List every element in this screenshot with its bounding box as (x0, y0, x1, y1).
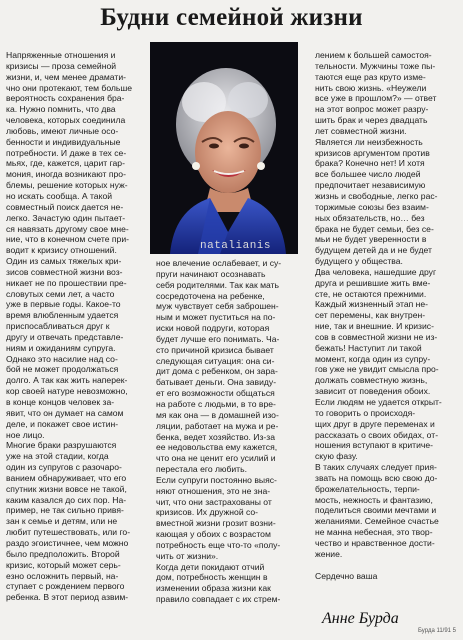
page-folio: Бурда 11/91 5 (418, 628, 457, 634)
article-column-2: ное влечение ослабевает, и су- пруги начинают осознавать себя родителями. Так как мать сосредоточена на ребенке, муж чувствует себя заброшен- ным и может пуститься на по- иски новой подруги, которая будет лучше его понимать. Ча- сто причиной кризиса бывает следующая ситуация: она си- дит дома с ребенком, он зара- батывает деньги. Она завиду- ет его возможности общаться на работе с людьми, в то вре- мя как она — в домашней изо- ляции, работает на мужа и ре- бенка, ведет хозяйство. Из-за ее недовольства ему кажется, что она не ценит его усилий и перестала его любить. Если супруги постоянно выяс- няют отношения, это не зна- чит, что они застрахованы от кризисов. Их дружной со- вместной жизни грозит возни- кающая у обоих с возрастом потребность еще что-то «полу- чить от жизни». Когда дети покидают отчий дом, потребность женщин в изменении образа жизни как правило совпадает с их стрем- (156, 258, 282, 605)
portrait-image (150, 42, 298, 254)
portrait-photo (150, 42, 298, 254)
article-column-3: лением к большей самостоя- тельности. Мужчины тоже пы- таются еще раз круто изме- нить свою жизнь. «Неужели все уже в прошлом?» — ответ на этот вопрос может разру- шить брак и через двадцать лет совместной жизни. Является ли неизбежность кризисов аргументом против брака? Конечно нет! И хотя все большее число людей предпочитает независимую жизнь и свободные, легко рас- торжимые союзы без взаим- ных обязательств, но… без брака не будет семьи, без се- мьи не будет уверенности в будущем детей да и не будет будущего у общества. Два человека, нашедшие друг друга и решившие жить вме- сте, не остаются прежними. Каждый жизненный этап не- сет перемены, как внутрен- ние, так и внешние. И кризис- сов в совместной жизни не из- бежать! Наступит ли такой момент, когда один из супру- гов уже не увидит смысла про- должать совместную жизнь, зависит от поведения обоих. Если людям не удается открыт- то говорить о происходя- щих друг в друге переменах и рассказать о своих обидах, от- ношения вступают в критиче- скую фазу. В таких случаях следует прия- звать на помощь всю свою до- брожелательность, терпи- мость, нежность и фантазию, поделиться своими мечтами и желаниями. Семейное счастье не манна небесная, это твор- чество и нравственное дости- жение. Сердечно ваша (315, 50, 442, 581)
watermark: natalianis (200, 240, 272, 252)
article-column-1: Напряженные отношения и кризисы — проза семейной жизни, и, чем менее драмати- чно они протекают, тем больше вероятность сохранения бра- ка. Нужно помнить, что два человека, которых соединила любовь, имеют личные осо- бенности и индивидуальные потребности. И даже в тех се- мьях, где, кажется, царит гар- мония, иногда возникают про- блемы, решение которых нуж- но искать сообща. А такой совместный поиск дается не- легко. Зачастую один пытает- ся навязать другому свое мне- ние, что в конечном счете при- водит к кризису отношений. Один из самых тяжелых кри- зисов совместной жизни воз- никает не по прошествии пре- словутых семи лет, а часто уже в первые годы. Какое-то время влюбленным удается приспосабливаться друг к другу и отвечать представле- ниям и ожиданиям супруга. Однако это насилие над со- бой не может продолжаться долго. А так как жить наперек- кор своей натуре невозможно, в конце концов человек за- явит, что он думает на самом деле, и покажет свое истин- ное лицо. Многие браки разрушаются уже на этой стадии, когда один из супругов с разочаро- ванием обнаруживает, что его спутник жизни вовсе не такой, каким казался до сих пор. На- пример, не так сильно привя- зан к семье и детям, или не любит путешествовать, или го- раздо эгоистичнее, чем можно было предположить. Второй кризис, который может серь- езно осложнить первый, на- ступает с рождением первого ребенка. В этот период азвим- (6, 50, 133, 603)
signature: Анне Бурда (322, 610, 399, 627)
article-title: Будни семейной жизни (100, 4, 363, 31)
